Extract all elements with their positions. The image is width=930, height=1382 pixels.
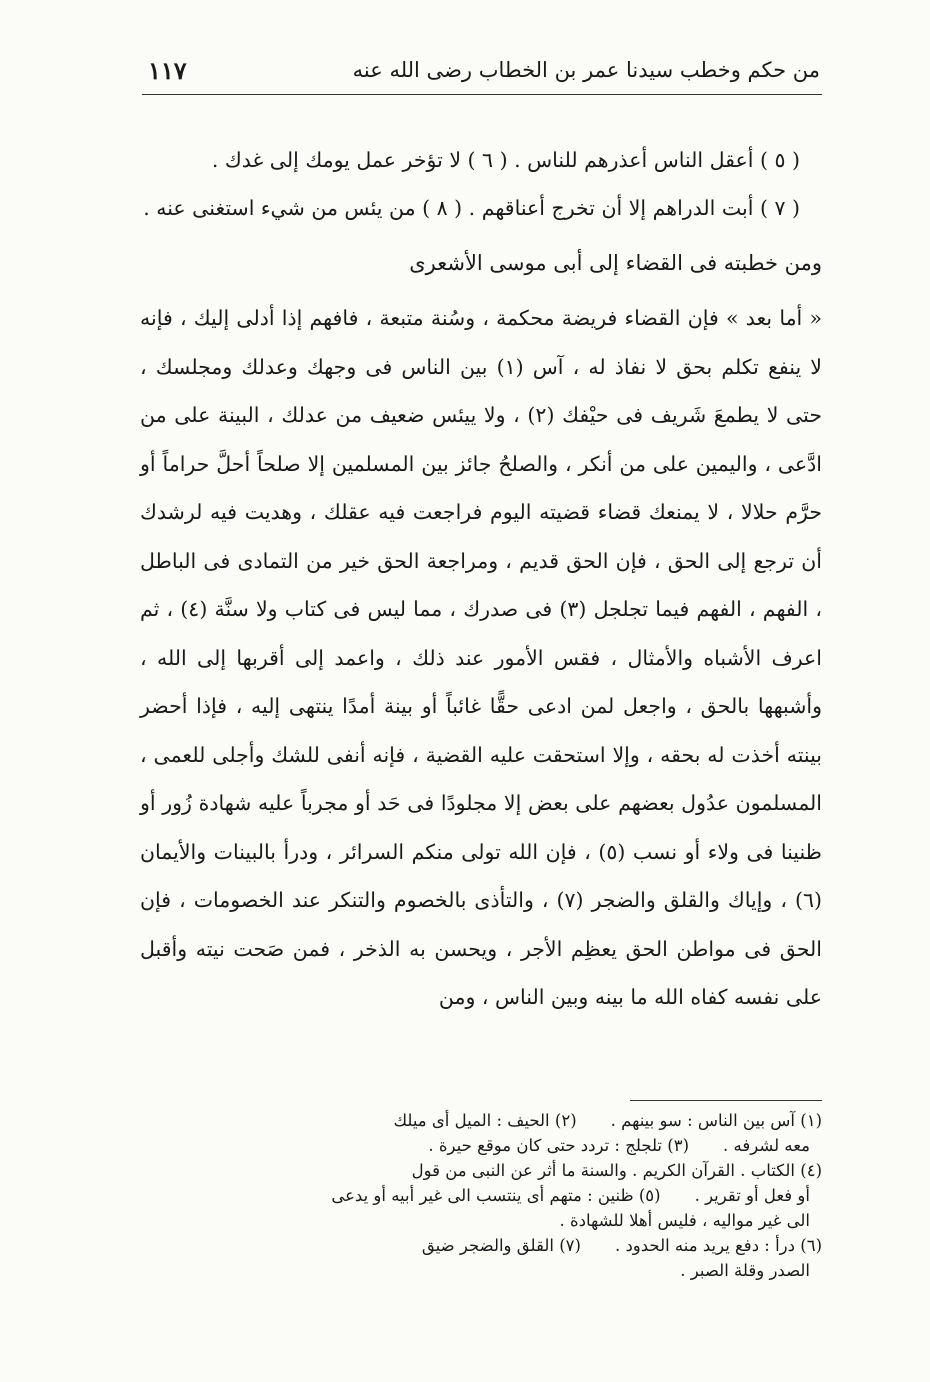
- footnote-5-cont: الى غير مواليه ، فليس أهلا للشهادة .: [559, 1211, 810, 1230]
- footnote-5: (٥) ظنين : متهم أى ينتسب الى غير أبيه أو يدعى: [331, 1186, 661, 1205]
- page-number: ١١٧: [148, 55, 187, 85]
- header-rule: [142, 94, 822, 95]
- footnote-1: (١) آس بين الناس : سو بينهم .: [610, 1111, 822, 1130]
- saying-line-2: ( ٧ ) أبت الدراهم إلا أن تخرج أعناقهم . ( ٨ ) من يئس من شيء استغنى عنه .: [143, 196, 800, 220]
- footnote-line-1: [140, 1108, 822, 1133]
- footnote-2: (٢) الحيف : الميل أى ميلك: [393, 1111, 577, 1130]
- footnote-7-cont: الصدر وقلة الصبر .: [680, 1261, 810, 1280]
- footnote-7: (٧) القلق والضجر ضيق: [421, 1236, 581, 1255]
- section-heading: ومن خطبته فى القضاء إلى أبى موسى الأشعرى: [409, 251, 822, 275]
- footnote-4: (٤) الكتاب . القرآن الكريم . والسنة ما أثر عن النبى من قول: [411, 1161, 822, 1180]
- main-text: [140, 136, 822, 1022]
- saying-line-1: ( ٥ ) أعقل الناس أعذرهم للناس . ( ٦ ) لا تؤخر عمل يومك إلى غدك .: [211, 148, 800, 172]
- footnotes: [140, 1108, 822, 1283]
- footnote-line-3: [140, 1158, 822, 1183]
- footnote-4-cont: أو فعل أو تقرير .: [694, 1186, 810, 1205]
- footnote-3: (٣) تلجلج : تردد حتى كان موقع حيرة .: [428, 1136, 690, 1155]
- footnote-2-cont: معه لشرفه .: [723, 1136, 810, 1155]
- footnote-line-4: [140, 1183, 822, 1208]
- footnote-line-5: [140, 1208, 822, 1233]
- speech-paragraph: « أما بعد » فإن القضاء فريضة محكمة ، وسُنة متبعة ، فافهم إذا أدلى إليك ، فإنه لا ينفع تكلم بحق لا نفاذ له ، آس (١) بين الناس فى وجهك وعدلك ومجلسك ، حتى لا يطمعَ شَريف فى حيْفك (٢) ، ولا ييئس ضعيف من عدلك ، البينة على من ادَّعى ، واليمين على من أنكر ، والصلحُ جائز بين المسلمين إلا صلحاً أحلَّ حراماً أو حرَّم حلالا ، لا يمنعك قضاء قضيته اليوم فراجعت فيه عقلك ، وهديت فيه لرشدك أن ترجع إلى الحق ، فإن الحق قديم ، ومراجعة الحق خير من التمادى فى الباطل ، الفهم ، الفهم فيما تجلجل (٣) فى صدرك ، مما ليس فى كتاب ولا سنَّة (٤) ، ثم اعرف الأشباه والأمثال ، فقس الأمور عند ذلك ، واعمد إلى أقربها إلى الله ، وأشبهها بالحق ، واجعل لمن ادعى حقًّا غائباً أو بينة أمدًا ينتهى إليه ، فإذا أحضر بينته أخذت له بحقه ، وإلا استحقت عليه القضية ، فإنه أنفى للشك وأجلى للعمى ، المسلمون عدُول بعضهم على بعض إلا مجلودًا فى حَد أو مجرباً عليه شهادة زُور أو ظنينا فى ولاء أو نسب (٥) ، فإن الله تولى منكم السرائر ، ودرأ بالبينات والأيمان (٦) ، وإياك والقلق والضجر (٧) ، والتأذى بالخصوم والتنكر عند الخصومات ، فإن الحق فى مواطن الحق يعظِم الأجر ، ويحسن به الذخر ، فمن صَحت نيته وأقبل على نفسه كفاه الله ما بينه وبين الناس ، ومن: [140, 306, 822, 1009]
- running-header: [148, 50, 820, 90]
- footnote-6: (٦) درأ : دفع يريد منه الحدود .: [614, 1236, 822, 1255]
- footnote-line-2: [140, 1133, 822, 1158]
- footnote-line-6: [140, 1233, 822, 1258]
- footnote-line-7: [140, 1258, 822, 1283]
- footnote-rule: [630, 1100, 822, 1101]
- running-title: من حكم وخطب سيدنا عمر بن الخطاب رضى الله عنه: [352, 58, 820, 82]
